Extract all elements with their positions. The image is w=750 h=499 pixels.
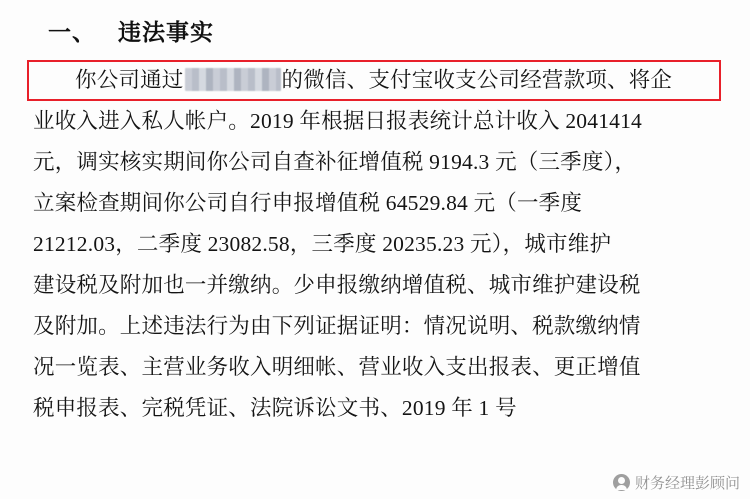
paragraph-line-2: 业收入进入私人帐户。2019 年根据日报表统计总计收入 2041414 <box>33 109 643 133</box>
paragraph-line-9: 税申报表、完税凭证、法院诉讼文书、2019 年 1 号 <box>33 396 517 420</box>
paragraph-line-4: 立案检查期间你公司自行申报增值税 64529.84 元（一季度 <box>33 191 583 215</box>
paragraph-line-7: 及附加。上述违法行为由下列证据证明：情况说明、税款缴纳情 <box>33 314 641 338</box>
person-icon <box>613 474 630 491</box>
body-paragraph <box>33 60 723 429</box>
watermark-text: 财务经理彭顾问 <box>634 475 740 492</box>
redacted-mosaic <box>185 68 281 91</box>
watermark <box>613 472 740 493</box>
paragraph-line-5: 21212.03，二季度 23082.58，三季度 20235.23 元），城市维护 <box>33 232 612 256</box>
section-number: 一、 <box>48 19 96 45</box>
paragraph-line-8: 况一览表、主营业务收入明细帐、营业收入支出报表、更正增值 <box>33 355 641 379</box>
paragraph-line-6: 建设税及附加也一并缴纳。少申报缴纳增值税、城市维护建设税 <box>33 273 641 297</box>
line1-suffix: 的微信、支付宝收支公司经营款项、将企 <box>281 68 673 92</box>
paragraph-line-3: 元，调实核实期间你公司自查补征增值税 9194.3 元（三季度）， <box>33 150 637 174</box>
paragraph-line-1 <box>33 60 723 101</box>
line1-prefix: 你公司通过 <box>75 68 184 92</box>
section-heading <box>48 14 214 47</box>
section-title: 违法事实 <box>118 19 214 45</box>
